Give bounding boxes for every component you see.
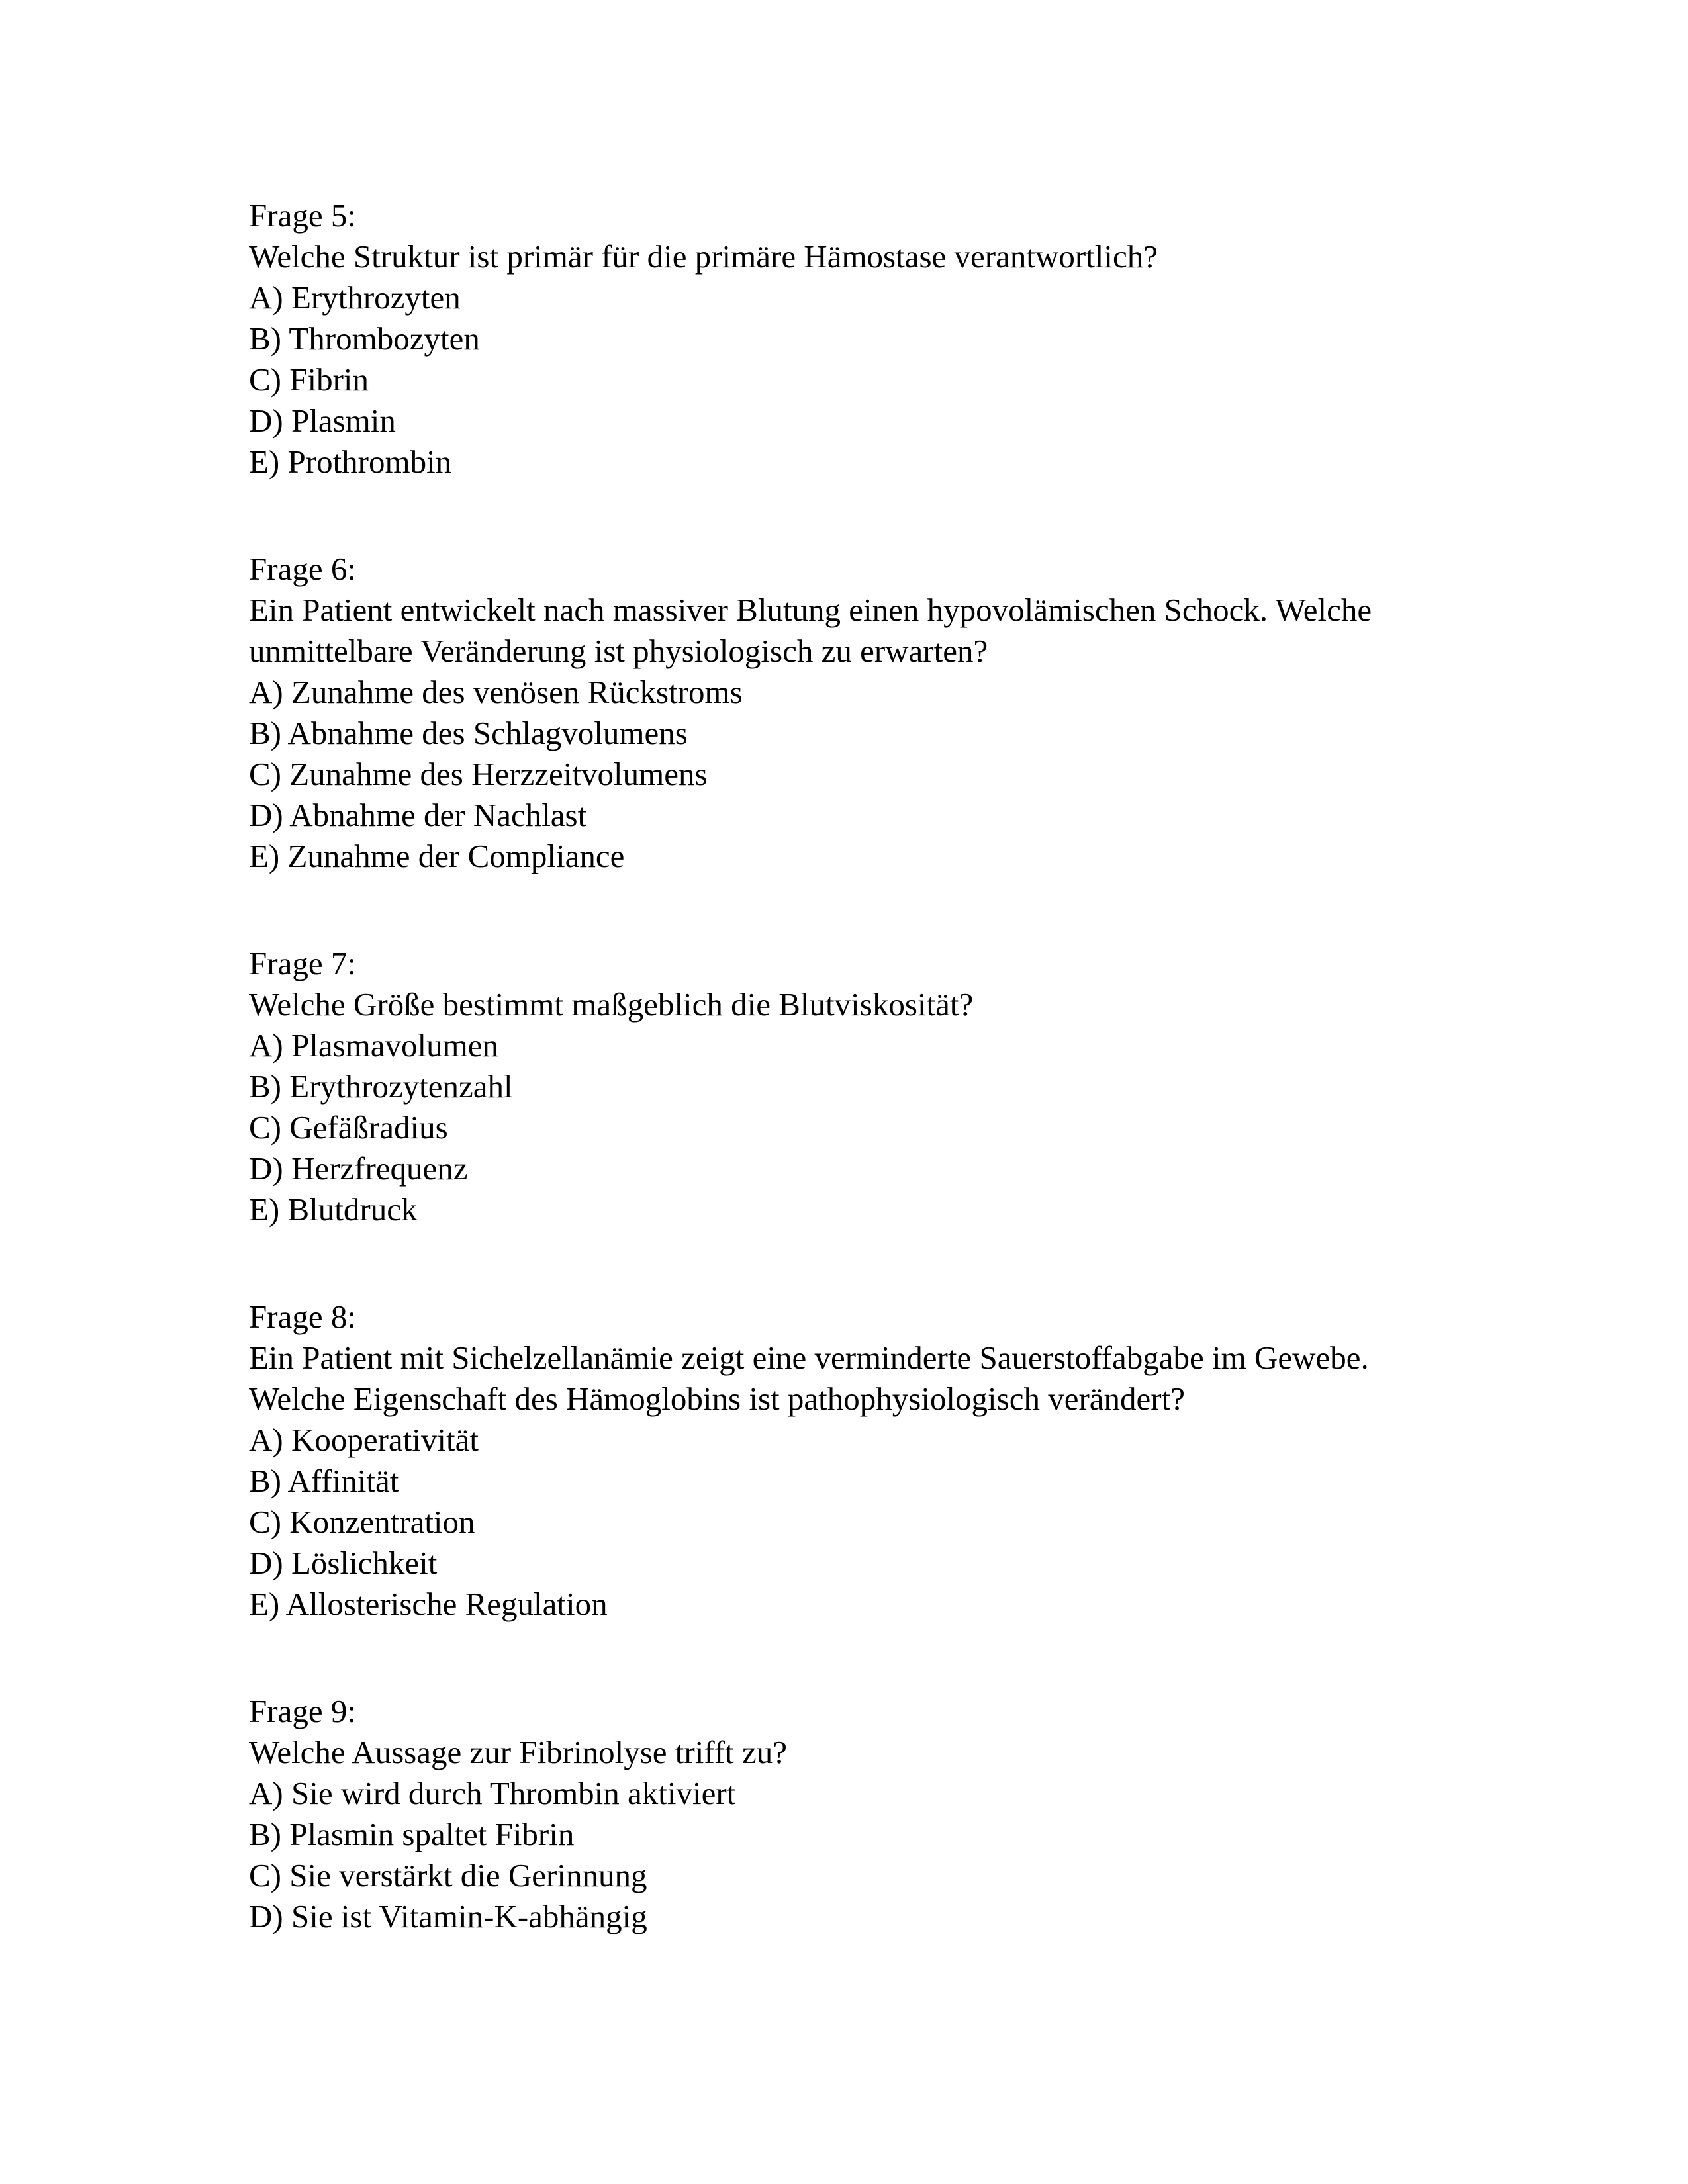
question-block-frage-9 bbox=[249, 1691, 1507, 1937]
answer-option: A) Zunahme des venösen Rückstroms bbox=[249, 674, 743, 710]
answer-option: C) Sie verstärkt die Gerinnung bbox=[249, 1857, 647, 1893]
answer-option: A) Erythrozyten bbox=[249, 279, 461, 316]
question-block-frage-7 bbox=[249, 943, 1507, 1230]
question-text-line: Welche Größe bestimmt maßgeblich die Blutviskosität? bbox=[249, 986, 974, 1023]
answer-option: C) Gefäßradius bbox=[249, 1109, 448, 1146]
answer-option: D) Abnahme der Nachlast bbox=[249, 797, 587, 833]
answer-option: B) Plasmin spaltet Fibrin bbox=[249, 1816, 575, 1852]
question-text-line: Welche Aussage zur Fibrinolyse trifft zu? bbox=[249, 1734, 787, 1770]
question-text-line: unmittelbare Veränderung ist physiologisch zu erwarten? bbox=[249, 633, 988, 669]
answer-option: C) Zunahme des Herzzeitvolumens bbox=[249, 756, 708, 792]
question-text-line: Welche Eigenschaft des Hämoglobins ist pathophysiologisch verändert? bbox=[249, 1381, 1185, 1417]
page-content bbox=[249, 195, 1507, 1937]
answer-option: D) Sie ist Vitamin-K-abhängig bbox=[249, 1898, 647, 1934]
question-label: Frage 9: bbox=[249, 1693, 356, 1729]
answer-option: A) Plasmavolumen bbox=[249, 1027, 498, 1064]
answer-option: A) Sie wird durch Thrombin aktiviert bbox=[249, 1775, 736, 1811]
answer-option: B) Erythrozytenzahl bbox=[249, 1068, 513, 1105]
answer-option: E) Prothrombin bbox=[249, 443, 452, 480]
answer-option: D) Plasmin bbox=[249, 402, 396, 439]
answer-option: B) Abnahme des Schlagvolumens bbox=[249, 715, 688, 751]
answer-option: D) Herzfrequenz bbox=[249, 1150, 468, 1187]
answer-option: C) Fibrin bbox=[249, 361, 369, 398]
question-label: Frage 6: bbox=[249, 551, 356, 587]
answer-option: D) Löslichkeit bbox=[249, 1545, 438, 1581]
question-block-frage-6 bbox=[249, 549, 1507, 877]
answer-option: E) Zunahme der Compliance bbox=[249, 838, 625, 874]
question-text-line: Ein Patient mit Sichelzellanämie zeigt eine verminderte Sauerstoffabgabe im Gewebe. bbox=[249, 1340, 1369, 1376]
question-text-line: Ein Patient entwickelt nach massiver Blutung einen hypovolämischen Schock. Welche bbox=[249, 592, 1372, 628]
question-label: Frage 7: bbox=[249, 945, 356, 981]
answer-option: C) Konzentration bbox=[249, 1504, 475, 1540]
answer-option: A) Kooperativität bbox=[249, 1422, 479, 1458]
question-block-frage-8 bbox=[249, 1297, 1507, 1625]
answer-option: B) Affinität bbox=[249, 1463, 399, 1499]
answer-option: E) Allosterische Regulation bbox=[249, 1586, 608, 1622]
question-label: Frage 5: bbox=[249, 197, 356, 234]
answer-option: B) Thrombozyten bbox=[249, 320, 480, 357]
answer-option: E) Blutdruck bbox=[249, 1191, 418, 1228]
question-label: Frage 8: bbox=[249, 1298, 356, 1335]
question-text-line: Welche Struktur ist primär für die primäre Hämostase verantwortlich? bbox=[249, 238, 1158, 275]
question-block-frage-5 bbox=[249, 195, 1507, 482]
